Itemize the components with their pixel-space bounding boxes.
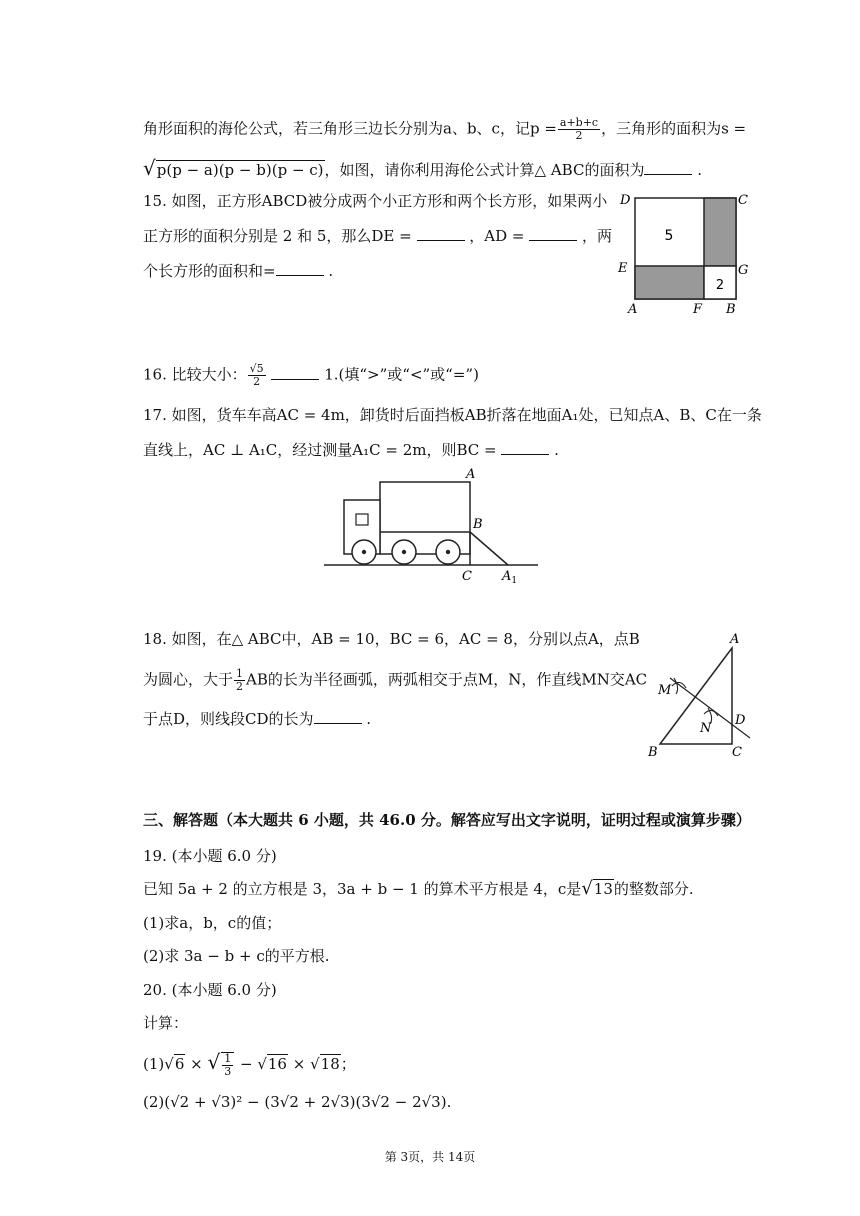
- q16-line: 16. 比较大小： $\frac{√5}{2}$ 1.(填“>”或“<”或“=”): [143, 362, 479, 388]
- q20-title: 20. (本小题 6.0 分): [143, 981, 277, 999]
- q19-title: 19. (本小题 6.0 分): [143, 847, 277, 865]
- label-C: C: [462, 569, 472, 584]
- label-A: A: [466, 467, 476, 482]
- label-area-5: 5: [664, 228, 674, 244]
- q15-line1: 15. 如图，正方形ABCD被分成两个小正方形和两个长方形，如果两小: [143, 192, 608, 210]
- answer-blank[interactable]: [276, 261, 324, 276]
- rect-bottom: [635, 266, 704, 299]
- label-F: F: [693, 302, 703, 317]
- q19-part1: (1)求a，b，c的值；: [143, 914, 282, 932]
- label-N: N: [700, 721, 712, 736]
- answer-blank[interactable]: [644, 160, 692, 175]
- label-B: B: [726, 302, 736, 317]
- answer-blank[interactable]: [529, 226, 577, 241]
- q17-line1: 17. 如图，货车车高AC = 4m，卸货时后面挡板AB折落在地面A₁处，已知点A、B、C在一条: [143, 406, 762, 424]
- q20-intro: 计算：: [143, 1014, 189, 1032]
- label-A: A: [628, 302, 638, 317]
- q20-part1: (1)√6 × √ $\frac{1}{3}$ − √16 × √18；: [143, 1050, 356, 1078]
- q19-stem: 已知 5a + 2 的立方根是 3，3a + b − 1 的算术平方根是 4，c是√13的整数部分.: [143, 878, 694, 899]
- q20-fraction: $\frac{1}{3}$: [221, 1052, 234, 1078]
- label-C: C: [732, 745, 742, 760]
- q18-line3: 于点D，则线段CD的长为 .: [143, 710, 372, 728]
- label-D: D: [735, 713, 746, 728]
- q17-truck-figure: [320, 462, 550, 592]
- label-A1: $A_1$: [502, 569, 518, 586]
- section-heading: 三、解答题（本大题共 6 小题，共 46.0 分。解答应写出文字说明，证明过程或演算步骤）: [143, 811, 751, 829]
- truck-window: [356, 514, 368, 525]
- label-B: B: [648, 745, 658, 760]
- q18-line1: 18. 如图，在△ ABC中，AB = 10，BC = 6，AC = 8，分别以点A，点B: [143, 630, 640, 648]
- q18-fraction: $\frac{1}{2}$: [236, 667, 244, 693]
- page-footer: 第 3页，共 14页: [384, 1150, 476, 1164]
- answer-blank[interactable]: [314, 709, 362, 724]
- q14-line1: 角形面积的海伦公式，若三角形三边长分别为a、b、c，记p = $\frac{a+b+c}{2}$ ，三角形的面积为s =: [143, 116, 747, 142]
- label-G: G: [738, 263, 749, 278]
- q14-fraction: $\frac{a+b+c}{2}$: [559, 116, 599, 142]
- q20-part2: (2)(√2 + √3)² − (3√2 + 2√3)(3√2 − 2√3).: [143, 1093, 452, 1111]
- label-area-2: 2: [715, 278, 725, 293]
- q16-fraction: $\frac{√5}{2}$: [249, 362, 264, 388]
- label-A: A: [730, 632, 740, 647]
- label-E: E: [618, 261, 628, 276]
- label-B: B: [473, 517, 483, 532]
- q19-part2: (2)求 3a − b + c的平方根.: [143, 947, 330, 965]
- answer-blank[interactable]: [271, 365, 319, 380]
- q18-triangle-figure: [640, 628, 760, 762]
- label-D: D: [620, 193, 631, 208]
- q14-line2: √p(p − a)(p − b)(p − c)，如图，请你利用海伦公式计算△ ABC的面积为 .: [143, 156, 702, 180]
- q15-square-figure: [612, 188, 762, 318]
- q15-line2: 正方形的面积分别是 2 和 5，那么DE = ，AD = ，两: [143, 227, 613, 245]
- rect-right: [704, 198, 736, 266]
- label-C: C: [738, 193, 748, 208]
- fallen-board: [470, 532, 508, 565]
- q15-line3: 个长方形的面积和= .: [143, 262, 334, 280]
- q18-line2: 为圆心，大于 $\frac{1}{2}$ AB的长为半径画弧，两弧相交于点M，N，作直线MN交AC: [143, 667, 648, 693]
- answer-blank[interactable]: [501, 440, 549, 455]
- label-M: M: [658, 683, 672, 698]
- q17-line2: 直线上，AC ⊥ A₁C，经过测量A₁C = 2m，则BC = .: [143, 441, 559, 459]
- answer-blank[interactable]: [417, 226, 465, 241]
